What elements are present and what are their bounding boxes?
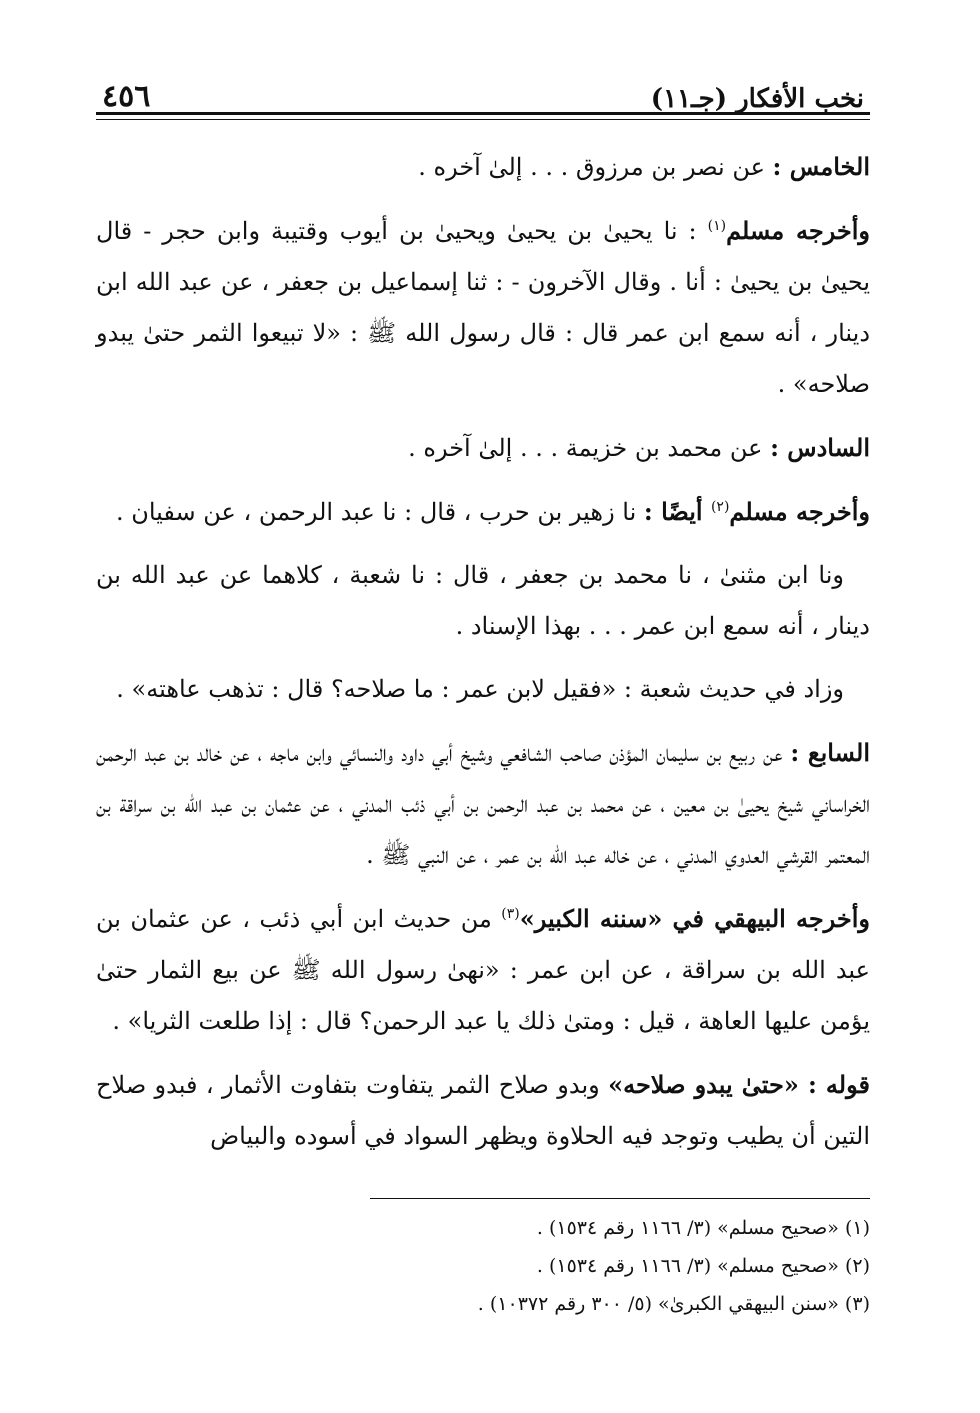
paragraph-muslim-1 bbox=[96, 205, 870, 410]
page-number: ٤٥٦ bbox=[102, 79, 151, 114]
footnote-3: (٣) «سنن البيهقي الكبرىٰ» (٥/ ٣٠٠ رقم ١٠٣٧٢) . bbox=[477, 1293, 870, 1315]
page-body bbox=[96, 141, 870, 1162]
paragraph-text: ونا ابن مثنىٰ ، نا محمد بن جعفر ، قال : نا شعبة ، كلاهما عن عبد الله بن دينار ، أنه سمع ابن عمر . . . بهذا الإسناد . bbox=[96, 561, 870, 640]
paragraph-lead: السابع : bbox=[790, 738, 870, 767]
paragraph-ibn-muthanna bbox=[96, 550, 870, 652]
paragraph-5th-chain bbox=[96, 141, 870, 193]
paragraph-6th-chain bbox=[96, 422, 870, 474]
paragraph-shuba-addition bbox=[96, 664, 870, 715]
paragraph-text: عن ربيع بن سليمان المؤذن صاحب الشافعي وشيخ أبي داود والنسائي وابن ماجه ، عن خالد بن عبد الرحمن الخراساني شيخ يحيىٰ بن معين ، عن محمد بن عبد الرحمن بن أبي ذئب المدني ، عن عثمان بن عبد الله بن سراقة بن المعتمر القرشي العدوي المدني ، عن خاله عبد الله بن عمر ، عن النبي ﷺ . bbox=[96, 739, 870, 869]
paragraph-bayhaqi bbox=[96, 893, 870, 1047]
paragraph-text: من حديث ابن أبي ذئب ، عن عثمان بن عبد الله بن سراقة ، عن ابن عمر : «نهىٰ رسول الله ﷺ عن بيع الثمار حتىٰ يؤمن عليها العاهة ، قيل : ومتىٰ ذلك يا عبد الرحمن؟ قال : إذا طلعت الثريا» . bbox=[96, 905, 870, 1035]
footnote-2: (٢) «صحيح مسلم» (٣/ ١١٦٦ رقم ١٥٣٤) . bbox=[536, 1255, 870, 1277]
running-title: نخب الأفكار (جـ١١) bbox=[650, 84, 864, 114]
paragraph-lead: وأخرجه مسلم bbox=[726, 216, 871, 245]
page-header bbox=[96, 68, 870, 115]
paragraph-commentary bbox=[96, 1059, 870, 1162]
paragraph-lead: السادس : bbox=[770, 433, 870, 462]
paragraph-text: وزاد في حديث شعبة : «فقيل لابن عمر : ما صلاحه؟ قال : تذهب عاهته» . bbox=[116, 675, 844, 703]
paragraph-text: نا زهير بن حرب ، قال : نا عبد الرحمن ، عن سفيان . bbox=[115, 498, 644, 526]
paragraph-7th-chain bbox=[96, 727, 870, 881]
footnotes bbox=[370, 1198, 870, 1323]
paragraph-text: عن نصر بن مرزوق . . . إلىٰ آخره . bbox=[418, 153, 773, 181]
paragraph-text: : نا يحيىٰ بن يحيىٰ ويحيىٰ بن أيوب وقتيبة وابن حجر - قال يحيىٰ بن يحيىٰ : أنا . وقال الآخرون - : ثنا إسماعيل بن جعفر ، عن عبد الله ابن دينار ، أنه سمع ابن عمر قال : قال رسول الله ﷺ : «لا تبيعوا الثمر حتىٰ يبدو صلاحه» . bbox=[96, 217, 871, 398]
paragraph-lead: وأخرجه مسلم bbox=[729, 497, 870, 526]
footnote-ref: (٢) bbox=[710, 499, 730, 515]
paragraph-text: عن محمد بن خزيمة . . . إلىٰ آخره . bbox=[408, 434, 771, 462]
paragraph-lead: وأخرجه البيهقي في «سننه الكبير» bbox=[519, 904, 871, 933]
paragraph-text: وبدو صلاح الثمر يتفاوت بتفاوت الأثمار ، فبدو صلاح التين أن يطيب وتوجد فيه الحلاوة ويظهر السواد في أسوده والبياض bbox=[96, 1071, 870, 1150]
paragraph-lead: الخامس : bbox=[772, 152, 870, 181]
paragraph-muslim-2 bbox=[96, 486, 870, 538]
paragraph-lead: قوله : «حتىٰ يبدو صلاحه» bbox=[608, 1070, 870, 1099]
footnote-ref: (٣) bbox=[501, 906, 520, 922]
footnote-ref: (١) bbox=[707, 218, 727, 234]
footnote-1: (١) «صحيح مسلم» (٣/ ١١٦٦ رقم ١٥٣٤) . bbox=[536, 1217, 870, 1239]
paragraph-lead-2: أيضًا : bbox=[643, 497, 711, 526]
